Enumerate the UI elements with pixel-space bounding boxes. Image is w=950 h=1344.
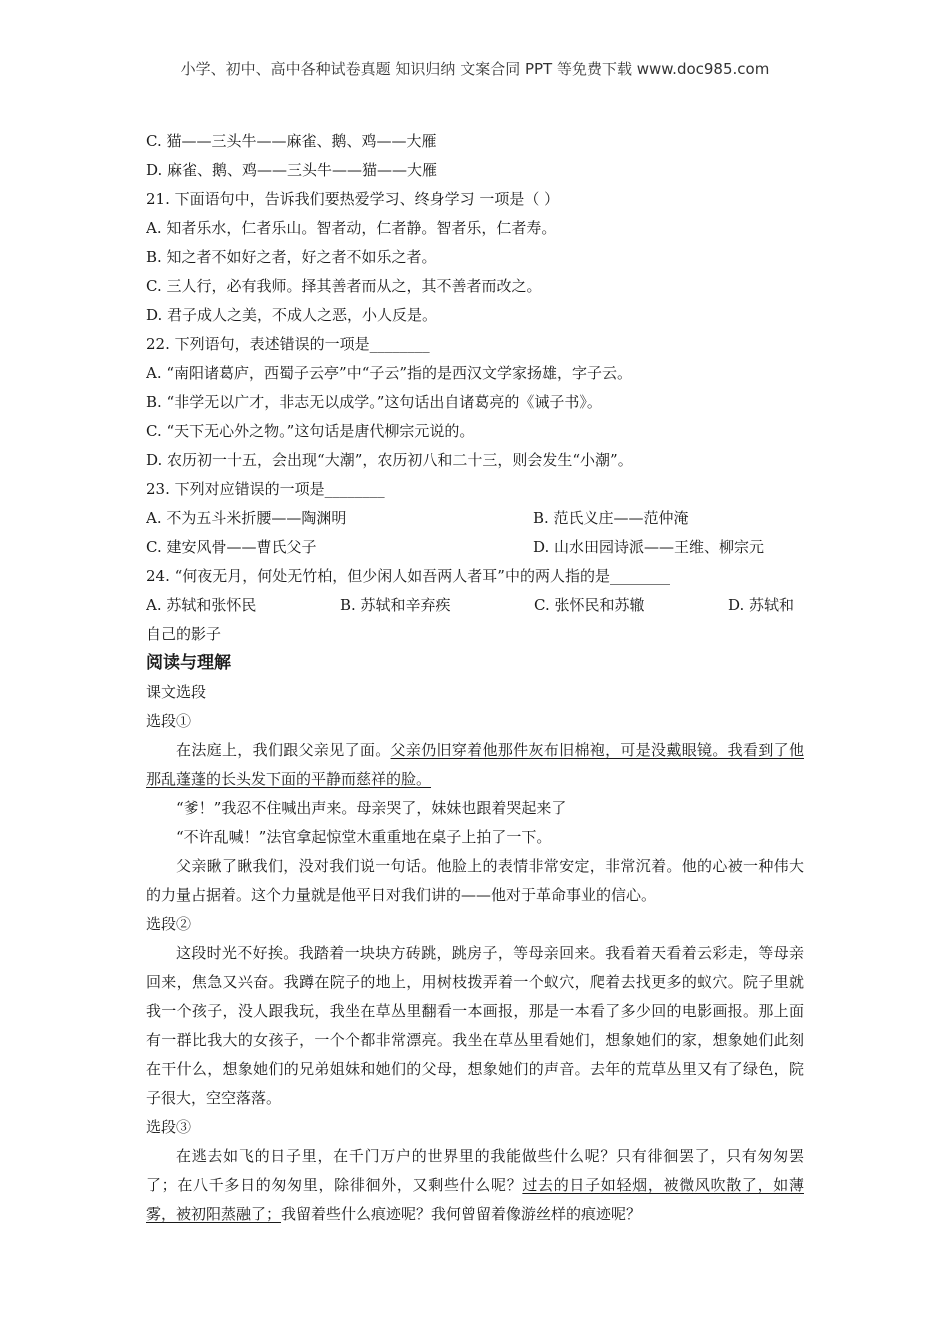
q22-stem: 22. 下列语句，表述错误的一项是________ [146, 335, 430, 353]
q21-option-c: C. 三人行，必有我师。择其善者而从之，其不善者而改之。 [146, 277, 542, 295]
q22-option-c: C. “天下无心外之物。”这句话是唐代柳宗元说的。 [146, 422, 475, 440]
q23-option-b: B. 范氏义庄——范仲淹 [533, 509, 689, 527]
q24-stem: 24. “何夜无月，何处无竹柏，但少闲人如吾两人者耳”中的两人指的是________ [146, 567, 670, 585]
excerpt-1-label: 选段① [146, 712, 192, 730]
q22-option-d: D. 农历初一十五，会出现“大潮”，农历初八和二十三，则会发生“小潮”。 [146, 451, 633, 469]
q24-option-a: A. 苏轼和张怀民 [146, 596, 257, 614]
excerpt-3-text-end: 我留着些什么痕迹呢？我何曾留着像游丝样的痕迹呢？ [281, 1205, 642, 1223]
q23-option-d: D. 山水田园诗派——王维、柳宗元 [533, 538, 765, 556]
excerpt-1-text: 在法庭上，我们跟父亲见了面。 [176, 741, 391, 759]
q24-options-row [146, 591, 804, 620]
q24-option-d-continued: 自己的影子 [146, 625, 222, 643]
q23-option-a: A. 不为五斗米折腰——陶渊明 [146, 509, 347, 527]
q24-option-b: B. 苏轼和辛弃疾 [340, 596, 451, 614]
q22-option-a: A. “南阳诸葛庐，西蜀子云亭”中“子云”指的是西汉文学家扬雄，字子云。 [146, 364, 633, 382]
excerpt-1-paragraph-1 [146, 736, 804, 794]
excerpt-3-paragraph [146, 1142, 804, 1229]
q21-option-b: B. 知之者不如好之者，好之者不如乐之者。 [146, 248, 437, 266]
excerpt-1-paragraph-4: 父亲瞅了瞅我们，没对我们说一句话。他脸上的表情非常安定，非常沉着。他的心被一种伟大的力量占据着。这个力量就是他平日对我们讲的——他对于革命事业的信心。 [146, 857, 804, 904]
excerpt-3-underlined-sentence: 过去的日子如轻烟，被微风吹散了，如薄雾，被初阳蒸融了； [146, 1176, 804, 1223]
q23-stem: 23. 下列对应错误的一项是________ [146, 480, 385, 498]
q21-option-a: A. 知者乐水，仁者乐山。智者动，仁者静。智者乐，仁者寿。 [146, 219, 557, 237]
excerpt-1-underlined-sentence: 父亲仍旧穿着他那件灰布旧棉袍，可是没戴眼镜。我看到了他那乱蓬蓬的长头发下面的平静而慈祥的脸。 [146, 741, 804, 788]
excerpt-3-text-start: 在逃去如飞的日子里，在千门万户的世界里的我能做些什么呢？只有徘徊罢了，只有匆匆罢了；在八千多日的匆匆里，除徘徊外，又剩些什么呢？ [146, 1147, 804, 1194]
section-subtitle: 课文选段 [146, 683, 207, 701]
q20-option-c: C. 猫——三头牛——麻雀、鹅、鸡——大雁 [146, 132, 437, 150]
q24-option-d: D. 苏轼和 [728, 596, 795, 614]
excerpt-2-label: 选段② [146, 915, 192, 933]
excerpt-1-paragraph-3: “不许乱喊！”法官拿起惊堂木重重地在桌子上拍了一下。 [176, 828, 552, 846]
section-title: 阅读与理解 [146, 653, 231, 673]
excerpt-1-paragraph-2: “爹！”我忍不住喊出声来。母亲哭了，妹妹也跟着哭起来了 [176, 799, 567, 817]
document-body [146, 127, 804, 1229]
q20-option-d: D. 麻雀、鹅、鸡——三头牛——猫——大雁 [146, 161, 438, 179]
q22-option-b: B. “非学无以广才，非志无以成学。”这句话出自诸葛亮的《诫子书》。 [146, 393, 602, 411]
q21-stem: 21. 下面语句中，告诉我们要热爱学习、终身学习 一项是（ ） [146, 190, 560, 208]
q23-options-row-2 [146, 533, 804, 562]
q23-option-c: C. 建安风骨——曹氏父子 [146, 538, 317, 556]
q21-option-d: D. 君子成人之美，不成人之恶，小人反是。 [146, 306, 438, 324]
page-header: 小学、初中、高中各种试卷真题 知识归纳 文案合同 PPT 等免费下载 www.doc985.com [180, 60, 770, 78]
q24-option-c: C. 张怀民和苏辙 [534, 596, 645, 614]
q23-options-row-1 [146, 504, 804, 533]
excerpt-3-label: 选段③ [146, 1118, 192, 1136]
excerpt-2-paragraph: 这段时光不好挨。我踏着一块块方砖跳，跳房子，等母亲回来。我看着天看着云彩走，等母亲回来，焦急又兴奋。我蹲在院子的地上，用树枝拨弄着一个蚁穴，爬着去找更多的蚁穴。院子里就我一个孩子，没人跟我玩，我坐在草丛里翻看一本画报，那是一本看了多少回的电影画报。那上面有一群比我大的女孩子，一个个都非常漂亮。我坐在草丛里看她们，想象她们的家，想象她们此刻在干什么，想象她们的兄弟姐妹和她们的父母，想象她们的声音。去年的荒草丛里又有了绿色，院子很大，空空落落。 [146, 944, 804, 1107]
